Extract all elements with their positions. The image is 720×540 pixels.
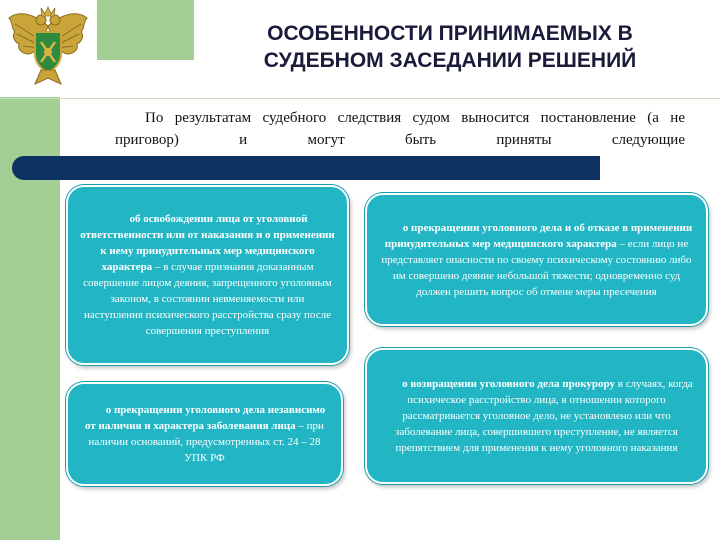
card-body: – если лицо не представляет опасности по своему психическому состоянию либо им совершено деяние небольшой тяжести; одновременно суд должен решить вопрос об отмене меры пресечения xyxy=(381,237,692,298)
decision-card-termination-independent xyxy=(66,382,343,486)
card-body: – при наличии оснований, предусмотренных ст. 24 – 28 УПК РФ xyxy=(88,420,324,464)
decision-card-return-prosecutor xyxy=(365,348,708,484)
card-heading: о прекращении уголовного дела независимо от наличия и характера заболевания лица xyxy=(85,404,326,432)
card-body: – в случае признания доказанным совершение лицом деяния, запрещенного уголовным законом, в состоянии невменяемости или наступления психического расстройства сразу после совершения преступления xyxy=(83,261,332,337)
card-body: в случаях, когда психическое расстройство лица, в отношении которого рассматривается уголовное дело, не установлено или что заболевание лица, совершившего преступление, не является препятствием для применения к нему уголовного наказания xyxy=(395,378,693,454)
divider-line xyxy=(0,98,720,99)
decision-card-termination-refusal xyxy=(365,193,708,326)
card-heading: о возвращении уголовного дела прокурору xyxy=(402,378,616,390)
title-line-2: СУДЕБНОМ ЗАСЕДАНИИ РЕШЕНИЙ xyxy=(263,49,637,72)
logo-area xyxy=(0,0,97,97)
intro-paragraph: По результатам судебного следствия судом выносится постановление (а не приговор) и могут быть приняты следующие xyxy=(115,110,685,148)
navy-divider-bar xyxy=(12,156,600,180)
card-heading: о прекращении уголовного дела и об отказе в применении принудительных мер медицинского характера xyxy=(384,221,693,250)
eagle-emblem-icon xyxy=(5,4,91,92)
header-green-block xyxy=(97,0,194,60)
title-line-1: ОСОБЕННОСТИ ПРИНИМАЕМЫХ В xyxy=(267,22,633,45)
page-title xyxy=(200,20,700,74)
card-heading: об освобождении лица от уголовной ответственности или от наказания и о применении к нему принудительных мер медицинского характера xyxy=(80,213,335,273)
decision-card-release xyxy=(66,185,349,365)
